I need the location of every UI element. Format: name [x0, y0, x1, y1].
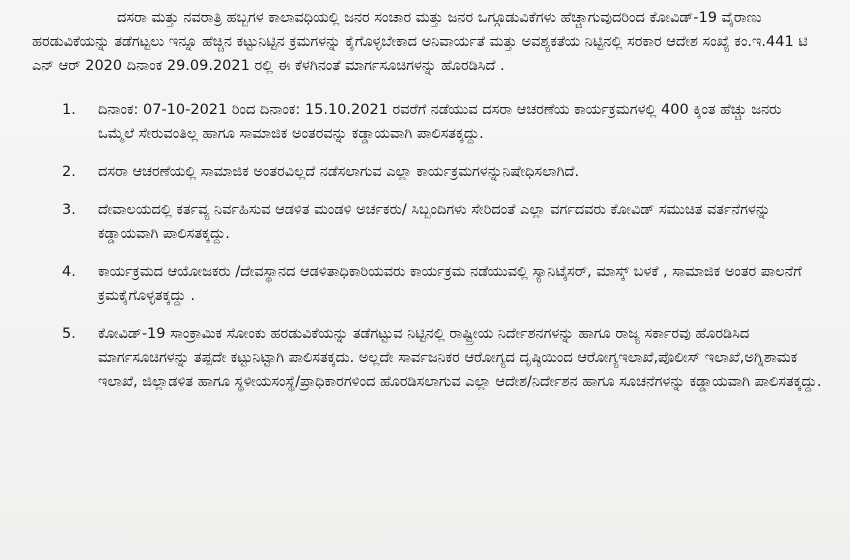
- list-item: [32, 322, 822, 394]
- item-text: ದೇವಾಲಯದಲ್ಲಿ ಕರ್ತವ್ಯ ನಿರ್ವಹಿಸುವ ಆಡಳಿತ ಮಂಡಳಿ ಅರ್ಚಕರು/ ಸಿಬ್ಬಂದಿಗಳು ಸೇರಿದಂತೆ ಎಲ್ಲಾ ವರ್ಗದವರು ಕೋವಿಡ್ ಸಮುಚಿತ ವರ್ತನೆಗಳನ್ನು ಕಡ್ಡಾಯವಾಗಿ ಪಾಲಿಸತಕ್ಕದ್ದು.: [98, 202, 771, 242]
- guideline-list: [32, 98, 822, 394]
- list-item: [32, 260, 822, 308]
- list-item: [32, 198, 822, 246]
- item-number: 3.: [62, 202, 76, 218]
- item-number: 4.: [62, 264, 76, 280]
- item-text: ಕಾರ್ಯಕ್ರಮದ ಆಯೋಜಕರು /ದೇವಸ್ಥಾನದ ಆಡಳಿತಾಧಿಕಾರಿಯವರು ಕಾರ್ಯಕ್ರಮ ನಡೆಯುವಲ್ಲಿ ಸ್ಯಾನಿಟೈಸರ್, ಮಾಸ್ಕ್ ಬಳಕೆ , ಸಾಮಾಜಿಕ ಅಂತರ ಪಾಲನೆಗೆ ಕ್ರಮಕೈಗೊಳ್ಳತಕ್ಕದ್ದು .: [98, 264, 802, 304]
- list-item: [32, 160, 822, 184]
- intro-paragraph: ದಸರಾ ಮತ್ತು ನವರಾತ್ರಿ ಹಬ್ಬಗಳ ಕಾಲಾವಧಿಯಲ್ಲಿ ಜನರ ಸಂಚಾರ ಮತ್ತು ಜನರ ಒಗ್ಗೂಡುವಿಕೆಗಳು ಹೆಚ್ಚಾಗುವುದರಿಂದ ಕೋವಿಡ್-19 ವೈರಾಣು ಹರಡುವಿಕೆಯನ್ನು ತಡೆಗಟ್ಟಲು ಇನ್ನೂ ಹೆಚ್ಚಿನ ಕಟ್ಟುನಿಟ್ಟಿನ ಕ್ರಮಗಳನ್ನು ಕೈಗೊಳ್ಳಬೇಕಾದ ಅನಿವಾರ್ಯತೆ ಮತ್ತು ಅವಶ್ಯಕತೆಯ ನಿಟ್ಟಿನಲ್ಲಿ ಸರಕಾರ ಆದೇಶ ಸಂಖ್ಯೆ ಕಂ.ಇ.441 ಟಿ ಎನ್ ಆರ್ 2020 ದಿನಾಂಕ 29.09.2021 ರಲ್ಲಿ ಈ ಕೆಳಗಿನಂತೆ ಮಾರ್ಗಸೂಚಿಗಳನ್ನು ಹೊರಡಿಸಿದೆ .: [32, 10, 808, 74]
- item-number: 2.: [62, 164, 76, 180]
- item-number: 1.: [62, 102, 76, 118]
- item-text: ಕೋವಿಡ್-19 ಸಾಂಕ್ರಾಮಿಕ ಸೋಂಕು ಹರಡುವಿಕೆಯನ್ನು ತಡೆಗಟ್ಟುವ ನಿಟ್ಟಿನಲ್ಲಿ ರಾಷ್ಟ್ರೀಯ ನಿರ್ದೇಶನಗಳನ್ನು ಹಾಗೂ ರಾಜ್ಯ ಸರ್ಕಾರವು ಹೊರಡಿಸಿದ ಮಾರ್ಗಸೂಚಿಗಳನ್ನು ತಪ್ಪದೇ ಕಟ್ಟುನಿಟ್ಟಾಗಿ ಪಾಲಿಸತಕ್ಕದು. ಅಲ್ಲದೇ ಸಾರ್ವಜನಿಕರ ಆರೋಗ್ಯದ ದೃಷ್ಠಿಯಿಂದ ಆರೋಗ್ಯಇಲಾಖೆ,ಪೊಲೀಸ್ ಇಲಾಖೆ,ಅಗ್ನಿಶಾಮಕ ಇಲಾಖೆ, ಜಿಲ್ಲಾಡಳಿತ ಹಾಗೂ ಸ್ಥಳೀಯಸಂಸ್ಥೆ/ಪ್ರಾಧಿಕಾರಗಳಿಂದ ಹೊರಡಿಸಲಾಗುವ ಎಲ್ಲಾ ಆದೇಶ/ನಿರ್ದೇಶನ ಹಾಗೂ ಸೂಚನೆಗಳನ್ನು ಕಡ್ಡಾಯವಾಗಿ ಪಾಲಿಸತಕ್ಕದ್ದು.: [98, 326, 822, 390]
- item-number: 5.: [62, 326, 76, 342]
- item-text: ದಸರಾ ಆಚರಣೆಯಲ್ಲಿ ಸಾಮಾಜಿಕ ಅಂತರವಿಲ್ಲದೆ ನಡೆಸಲಾಗುವ ಎಲ್ಲಾ ಕಾರ್ಯಕ್ರಮಗಳನ್ನುನಿಷೇಧಿಸಲಾಗಿದೆ.: [98, 164, 580, 180]
- list-item: [32, 98, 822, 146]
- item-text: ದಿನಾಂಕ: 07-10-2021 ರಿಂದ ದಿನಾಂಕ: 15.10.2021 ರವರೆಗೆ ನಡೆಯುವ ದಸರಾ ಆಚರಣೆಯ ಕಾರ್ಯಕ್ರಮಗಳಲ್ಲಿ 400 ಕ್ಕಿಂತ ಹೆಚ್ಚು ಜನರು ಒಮ್ಮೆಲೆ ಸೇರುವಂತಿಲ್ಲ ಹಾಗೂ ಸಾಮಾಜಿಕ ಅಂತರವನ್ನು ಕಡ್ಡಾಯವಾಗಿ ಪಾಲಿಸತಕ್ಕದ್ದು.: [98, 102, 782, 142]
